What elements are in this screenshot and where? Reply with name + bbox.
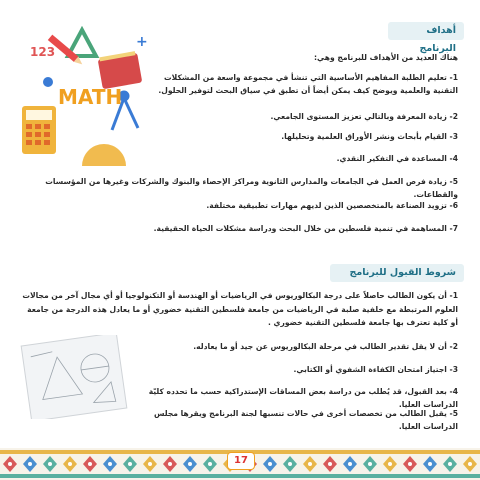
footer-motif-dot	[48, 462, 52, 466]
numbers-text: 123	[30, 45, 56, 59]
footer-motif-dot	[408, 462, 412, 466]
footer-motif-dot	[288, 462, 292, 466]
footer-motif-dot	[88, 462, 92, 466]
objective-item-7: 7- المساهمة في تنمية فلسطين من خلال البحث ودراسة مشكلات الحياة الحقيقية.	[153, 224, 458, 233]
footer-motif-dot	[368, 462, 372, 466]
objective-item-5: 5- زيادة فرص العمل في الجامعات والمدارس الثانوية ومراكز الإحصاء والبنوك والشركات وغيرها من المؤسسات والقطاعات.	[45, 177, 458, 199]
footer-motif-dot	[428, 462, 432, 466]
footer-motif-dot	[388, 462, 392, 466]
footer-motif-dot	[68, 462, 72, 466]
footer-motif-dot	[268, 462, 272, 466]
admission-item-3: 3- اجتياز امتحان الكفاءة الشفوي أو الكتابي.	[293, 365, 458, 374]
objective-item-1: 1- تعليم الطلبة المفاهيم الأساسية التي تنشأ في مجموعة واسعة من المشكلات التقنية والعلمية ويوضح كيف يمكن أيضاً أن تطبق في سياق البحث لتوفير الحلول.	[158, 73, 458, 95]
dot-decoration	[43, 77, 53, 87]
footer-motif-dot	[8, 462, 12, 466]
objective-item-4: 4- المساعدة في التفكير النقدي.	[336, 154, 458, 163]
admission-item-4: 4- بعد القبول، قد يُطلب من دراسة بعض المساقات الإستدراكية حسب ما تحدده كليّة الدراسات العليا.	[148, 387, 458, 409]
geometry-paper-illustration	[20, 335, 128, 419]
footer-motif-dot	[468, 462, 472, 466]
page-number: 17	[227, 452, 255, 470]
admission-item-5: 5- يقبل الطالب من تخصصات أخرى في حالات تنسبها لجنة البرنامج ويقرها مجلس الدراسات العليا.	[153, 409, 458, 431]
plus-sign: +	[136, 34, 148, 50]
footer-motif-dot	[128, 462, 132, 466]
footer-motif-dot	[308, 462, 312, 466]
math-word: MATH	[58, 85, 123, 109]
footer-motif-dot	[28, 462, 32, 466]
admission-item-2: 2- أن لا يقل تقدير الطالب في مرحلة البكالوريوس عن جيد أو ما يعادله.	[193, 342, 458, 351]
objective-item-6: 6- تزويد الصناعة بالمتخصصين الذين لديهم مهارات تطبيقية مختلفة.	[206, 201, 458, 210]
protractor-icon	[82, 144, 126, 166]
section-heading-objectives: أهداف البرنامج	[388, 22, 464, 40]
footer-motif-dot	[168, 462, 172, 466]
math-illustration	[12, 26, 152, 176]
objective-item-2: 2- زيادة المعرفة وبالتالي تعزيز المستوى الجامعي.	[270, 112, 458, 121]
footer-motif-dot	[328, 462, 332, 466]
admission-item-1: 1- أن يكون الطالب حاصلاً على درجة البكالوريوس في الرياضيات أو الهندسة أو التكنولوجيا أو أي مجال آخر من مجالات العلوم المرتبطة مع خلفية صلبة في الرياضيات من جامعة فلسطين التقنية خضوري أو ما يعادل هذه الدرجة من جامعة أو كلية تعترف بها جامعة فلسطين التقنية خضوري .	[22, 291, 458, 327]
footer-motif-dot	[208, 462, 212, 466]
objectives-intro: هناك العديد من الأهداف للبرنامج وهي:	[314, 53, 458, 62]
objective-item-3: 3- القيام بأبحاث ونشر الأوراق العلمية وتحليلها.	[281, 132, 458, 141]
footer-motif-dot	[348, 462, 352, 466]
section-heading-admission: شروط القبول للبرنامج	[330, 264, 464, 282]
footer-motif-dot	[188, 462, 192, 466]
footer-motif-dot	[448, 462, 452, 466]
footer-motif-dot	[108, 462, 112, 466]
footer-motif-dot	[148, 462, 152, 466]
